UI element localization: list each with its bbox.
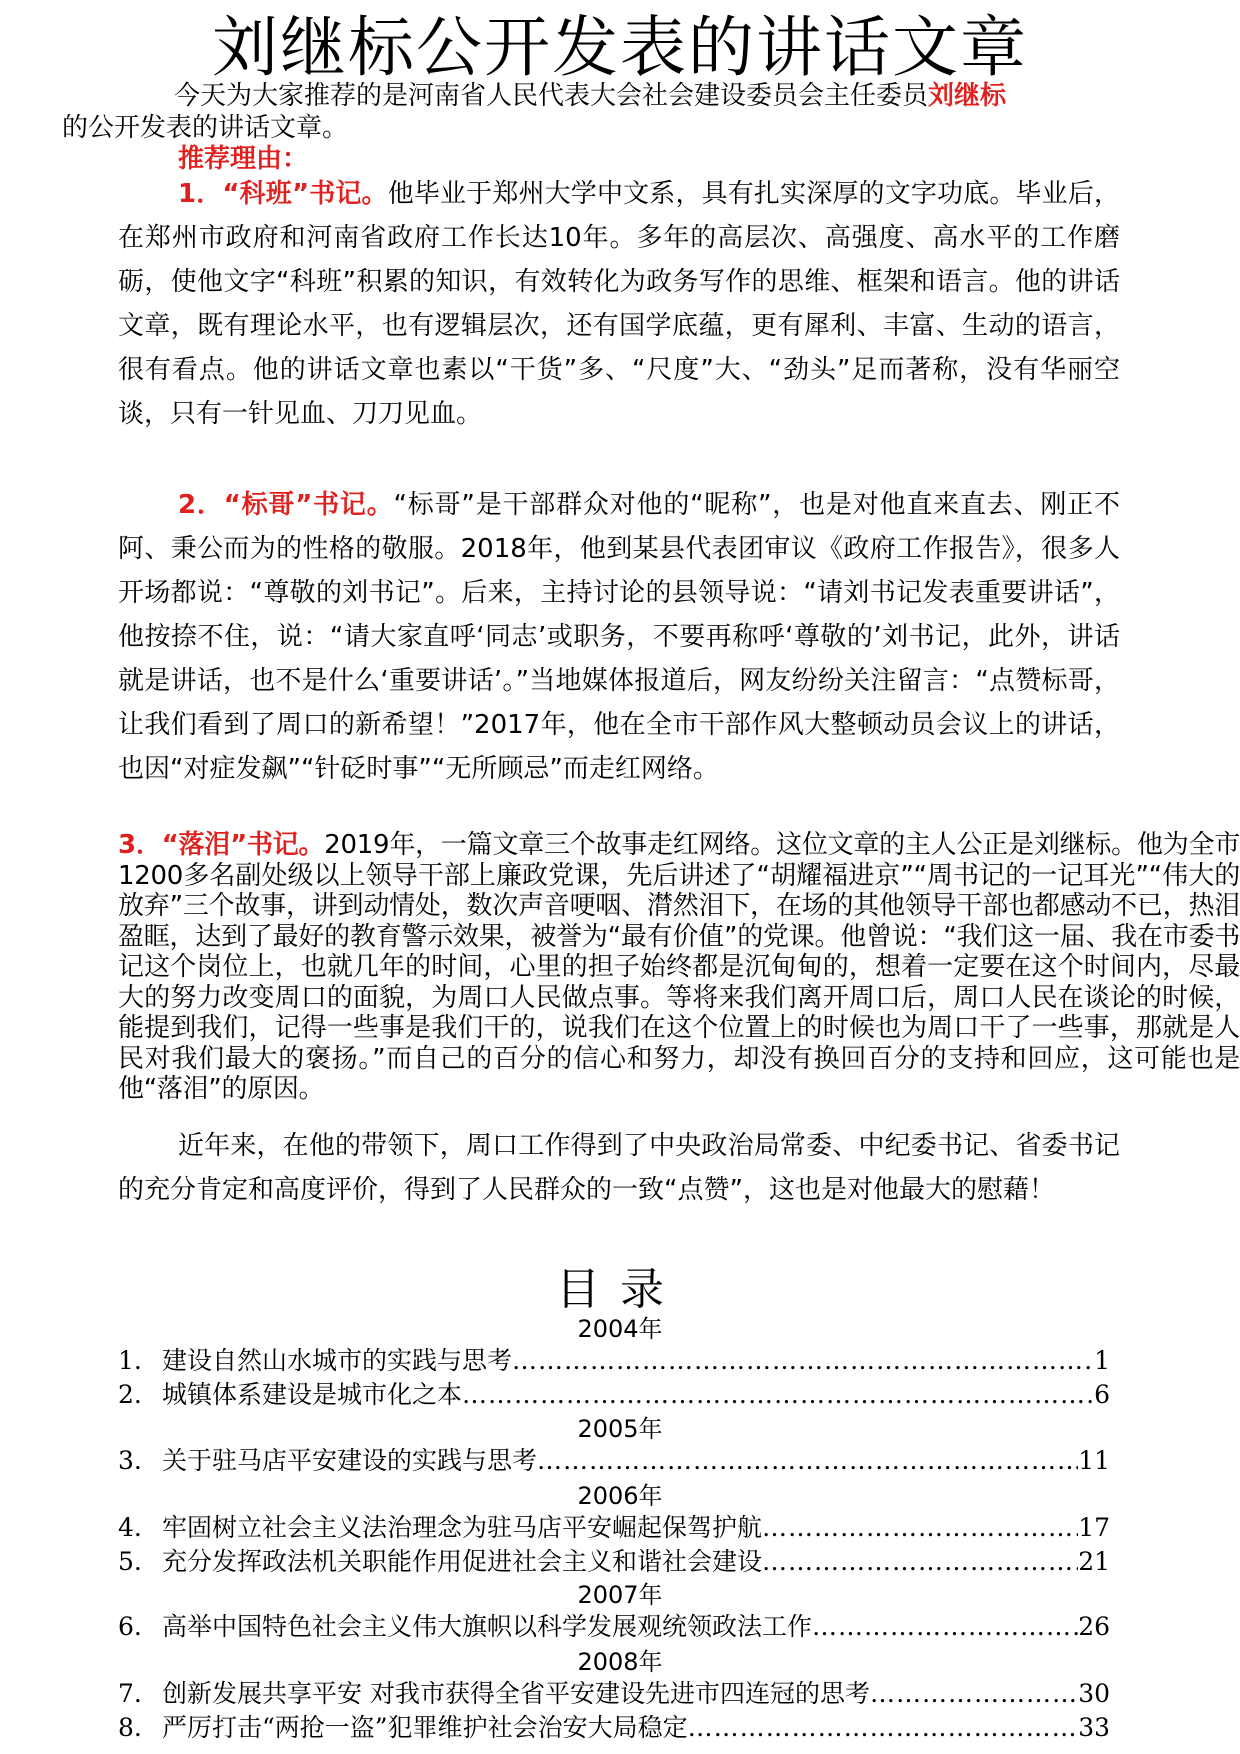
toc-year: 2004年 <box>577 1315 663 1343</box>
toc-entry-page: 21 <box>1078 1547 1110 1576</box>
toc-entry-page: 26 <box>1078 1612 1110 1641</box>
toc-entry-number: 4. <box>118 1513 142 1542</box>
reason-2-text: “标哥”是干部群众对他的“昵称”，也是对他直来直去、刚正不阿、秉公而为的性格的敬服。2018年，他到某县代表团审议《政府工作报告》，很多人开场都说：“尊敬的刘书记”。后来，主持讨论的县领导说：“请刘书记发表重要讲话”，他按捺不住，说：“请大家直呼‘同志’或职务，不要再称呼‘尊敬的’刘书记，此外，讲话就是讲话，也不是什么‘重要讲话’。”当地媒体报道后，网友纷纷关注留言：“点赞标哥，让我们看到了周口的新希望！”2017年，他在全市干部作风大整顿动员会议上的讲话，也因“对症发飙”“针砭时事”“无所顾忌”而走红网络。 <box>118 490 1120 784</box>
toc-entry-page: 30 <box>1078 1679 1110 1708</box>
toc-entry-number: 8. <box>118 1713 142 1742</box>
toc-entry[interactable] <box>118 1444 1110 1478</box>
toc-entry-page: 1 <box>1094 1346 1110 1375</box>
toc-leader-dots <box>762 1545 1078 1579</box>
reason-2 <box>118 483 1120 791</box>
toc-entry-number: 1. <box>118 1346 142 1375</box>
toc-year: 2005年 <box>577 1415 663 1443</box>
toc-entry-page: 6 <box>1094 1380 1110 1409</box>
toc-entry-number: 7. <box>118 1679 142 1708</box>
toc-leader-dots <box>512 1344 1094 1378</box>
toc-entry-title: 关于驻马店平安建设的实践与思考 <box>162 1446 538 1475</box>
intro-tail: 的公开发表的讲话文章。 <box>62 113 349 143</box>
intro-lead: 今天为大家推荐的是河南省人民代表大会社会建设委员会主任委员 <box>174 81 929 111</box>
toc-entry-page: 11 <box>1078 1446 1110 1475</box>
toc-entry-title: 建设自然山水城市的实践与思考 <box>162 1346 513 1375</box>
toc-leader-dots <box>537 1444 1078 1478</box>
reason-2-label: 2．“标哥”书记。 <box>178 490 394 520</box>
toc-year: 2008年 <box>577 1648 663 1676</box>
reasons-heading: 推荐理由： <box>178 144 309 174</box>
toc-title: 目录 <box>556 1264 684 1315</box>
intro-paragraph <box>62 80 1120 144</box>
reason-3-label: 3．“落泪”书记。 <box>118 830 325 860</box>
toc-entry[interactable] <box>118 1344 1110 1378</box>
toc-entry-page: 33 <box>1078 1713 1110 1742</box>
reason-1-label: 1．“科班”书记。 <box>178 179 388 209</box>
toc-year: 2006年 <box>577 1482 663 1510</box>
reason-1 <box>118 172 1120 436</box>
reason-3 <box>118 830 1240 1105</box>
toc-leader-dots <box>462 1378 1094 1412</box>
document-title: 刘继标公开发表的讲话文章 <box>212 9 1028 86</box>
toc-entry[interactable] <box>118 1378 1110 1412</box>
toc-entry-number: 3. <box>118 1446 142 1475</box>
toc-leader-dots <box>688 1711 1079 1745</box>
closing-paragraph: 近年来，在他的带领下，周口工作得到了中央政治局常委、中纪委书记、省委书记的充分肯定和高度评价，得到了人民群众的一致“点赞”，这也是对他最大的慰藉！ <box>118 1131 1120 1205</box>
toc-entry-page: 17 <box>1078 1513 1110 1542</box>
toc-entry-title: 充分发挥政法机关职能作用促进社会主义和谐社会建设 <box>162 1547 763 1576</box>
toc-entry[interactable] <box>118 1711 1110 1745</box>
toc-entry-number: 2. <box>118 1380 142 1409</box>
toc-entry-title: 城镇体系建设是城市化之本 <box>162 1380 463 1409</box>
toc-entry-title: 创新发展共享平安 对我市获得全省平安建设先进市四连冠的思考 <box>162 1679 870 1708</box>
toc-entry-number: 5. <box>118 1547 142 1576</box>
reason-3-text: 2019年，一篇文章三个故事走红网络。这位文章的主人公正是刘继标。他为全市1200多名副处级以上领导干部上廉政党课，先后讲述了“胡耀福进京”“周书记的一记耳光”“伟大的放弃”三个故事，讲到动情处，数次声音哽咽、潸然泪下，在场的其他领导干部也都感动不已，热泪盈眶，达到了最好的教育警示效果，被誉为“最有价值”的党课。他曾说：“我们这一届、我在市委书记这个岗位上，也就几年的时间，心里的担子始终都是沉甸甸的，想着一定要在这个时间内，尽最大的努力改变周口的面貌，为周口人民做点事。等将来我们离开周口后，周口人民在谈论的时候，能提到我们，记得一些事是我们干的，说我们在这个位置上的时候也为周口干了一些事，那就是人民对我们最大的褒扬。”而自己的百分的信心和努力，却没有换回百分的支持和回应，这可能也是他“落泪”的原因。 <box>118 830 1240 1104</box>
toc-entry-title: 牢固树立社会主义法治理念为驻马店平安崛起保驾护航 <box>162 1513 763 1542</box>
toc-leader-dots <box>762 1511 1078 1545</box>
toc-entry-number: 6. <box>118 1612 142 1641</box>
toc-leader-dots <box>812 1610 1078 1644</box>
toc-entry[interactable] <box>118 1677 1110 1711</box>
toc-year: 2007年 <box>577 1581 663 1609</box>
toc-entry-title: 严厉打击“两抢一盗”犯罪维护社会治安大局稳定 <box>162 1713 688 1742</box>
intro-name: 刘继标 <box>928 81 1007 111</box>
toc-entry[interactable] <box>118 1511 1110 1545</box>
reason-1-text: 他毕业于郑州大学中文系，具有扎实深厚的文字功底。毕业后，在郑州市政府和河南省政府工作长达10年。多年的高层次、高强度、高水平的工作磨砺，使他文字“科班”积累的知识，有效转化为政务写作的思维、框架和语言。他的讲话文章，既有理论水平，也有逻辑层次，还有国学底蕴，更有犀利、丰富、生动的语言，很有看点。他的讲话文章也素以“干货”多、“尺度”大、“劲头”足而著称，没有华丽空谈，只有一针见血、刀刀见血。 <box>118 179 1120 429</box>
toc-entry[interactable] <box>118 1545 1110 1579</box>
toc-leader-dots <box>870 1677 1078 1711</box>
toc-entry[interactable] <box>118 1610 1110 1644</box>
toc-entry-title: 高举中国特色社会主义伟大旗帜以科学发展观统领政法工作 <box>162 1612 813 1641</box>
